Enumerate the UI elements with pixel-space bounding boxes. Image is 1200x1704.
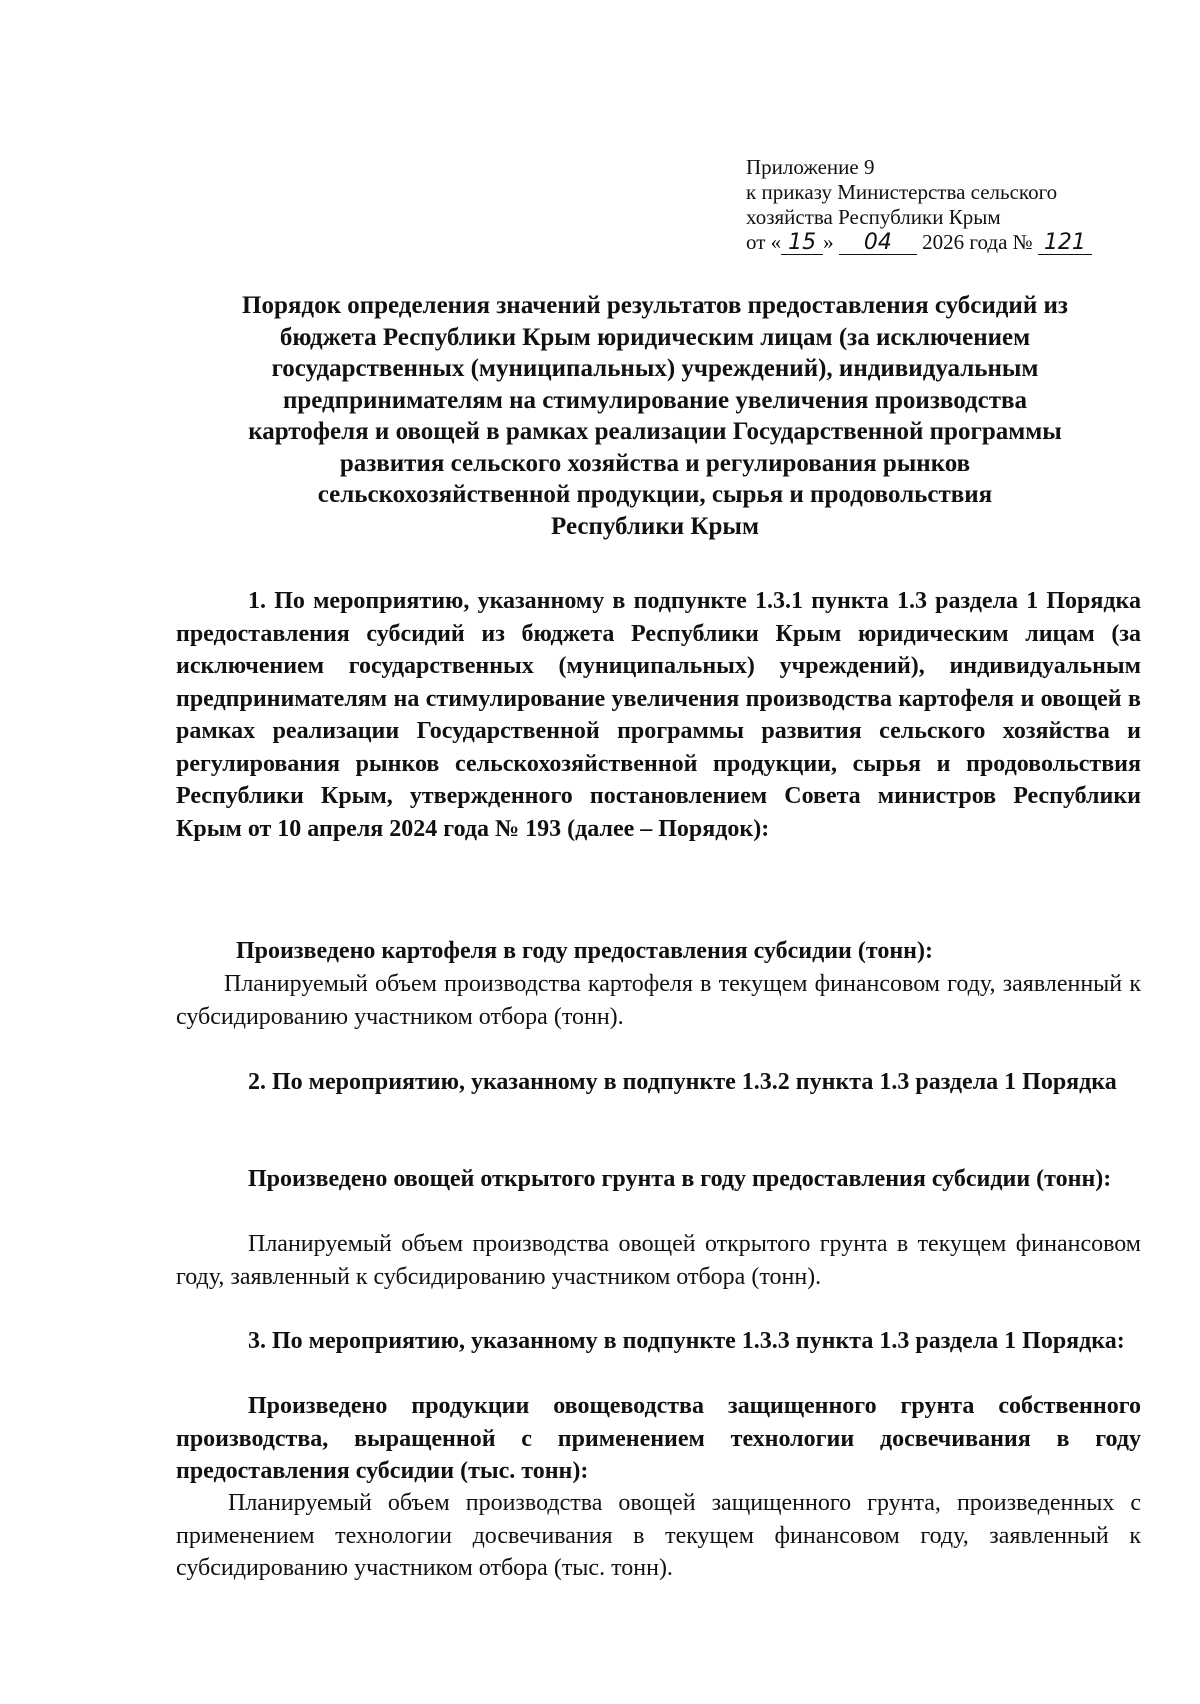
title-line: предпринимателям на стимулирование увеличения производства (282, 386, 1028, 414)
section-2-intro: 2. По мероприятию, указанному в подпункте 1.3.2 пункта 1.3 раздела 1 Порядка (248, 1069, 1117, 1095)
section-3-result: Произведено продукции овощеводства защищенного грунта собственного производства, выращенной с применением технологии досвечивания в году предоставления субсидии (тыс. тонн): (176, 1393, 1141, 1484)
title-line: картофеля и овощей в рамках реализации Государственной программы (248, 418, 1062, 445)
year-text: 2026 года № (922, 230, 1033, 254)
date-prefix: от « (746, 230, 782, 254)
annex-ministry: хозяйства Республики Крым (746, 205, 1001, 229)
title-line: бюджета Республики Крым юридическим лицам (за исключением (279, 323, 1031, 351)
title-line: Республики Крым (551, 512, 759, 540)
handwritten-month: 04 (839, 232, 917, 255)
section-2-result: Произведено овощей открытого грунта в году предоставления субсидии (тонн): (248, 1166, 1112, 1192)
date-mid: » (823, 230, 834, 254)
annex-date-line (746, 230, 1146, 255)
section-1-value: Планируемый объем производства картофеля в текущем финансовом году, заявленный к субсидированию участником отбора (тонн). (176, 971, 1141, 1030)
section-3-value: Планируемый объем производства овощей защищенного грунта, произведенных с применением технологии досвечивания в текущем финансовом году, заявленный к субсидированию участником отбора (тыс. тонн). (176, 1490, 1141, 1581)
document-title (160, 290, 1150, 542)
handwritten-order-number: 121 (1038, 232, 1092, 255)
section-1-intro: 1. По мероприятию, указанному в подпункте 1.3.1 пункта 1.3 раздела 1 Порядка предоставления субсидий из бюджета Республики Крым юридическим лицам (за исключением государственных (муниципальных) учреждений), индивидуальным предпринимателям на стимулирование увеличения производства картофеля и овощей в рамках реализации Государственной программы развития сельского хозяйства и регулирования рынков сельскохозяйственной продукции, сырья и продовольствия Республики Крым, утвержденного постановлением Совета министров Республики Крым от 10 апреля 2024 года № 193 (далее – Порядок): (176, 588, 1141, 842)
annex-header (746, 155, 1146, 255)
annex-title: Приложение 9 (746, 155, 875, 179)
title-line: Порядок определения значений результатов предоставления субсидий из (242, 292, 1068, 319)
annex-order-ref: к приказу Министерства сельского (746, 180, 1058, 204)
handwritten-day: 15 (781, 232, 823, 255)
title-line: развития сельского хозяйства и регулирования рынков (339, 449, 971, 477)
section-1-result: Произведено картофеля в году предоставления субсидии (тонн): (236, 938, 933, 964)
title-line: государственных (муниципальных) учреждений), индивидуальным (271, 355, 1039, 382)
title-line: сельскохозяйственной продукции, сырья и продовольствия (317, 481, 993, 508)
section-2-value: Планируемый объем производства овощей открытого грунта в текущем финансовом году, заявленный к субсидированию участником отбора (тонн). (176, 1231, 1141, 1290)
section-3-intro: 3. По мероприятию, указанному в подпункте 1.3.3 пункта 1.3 раздела 1 Порядка: (248, 1328, 1125, 1354)
